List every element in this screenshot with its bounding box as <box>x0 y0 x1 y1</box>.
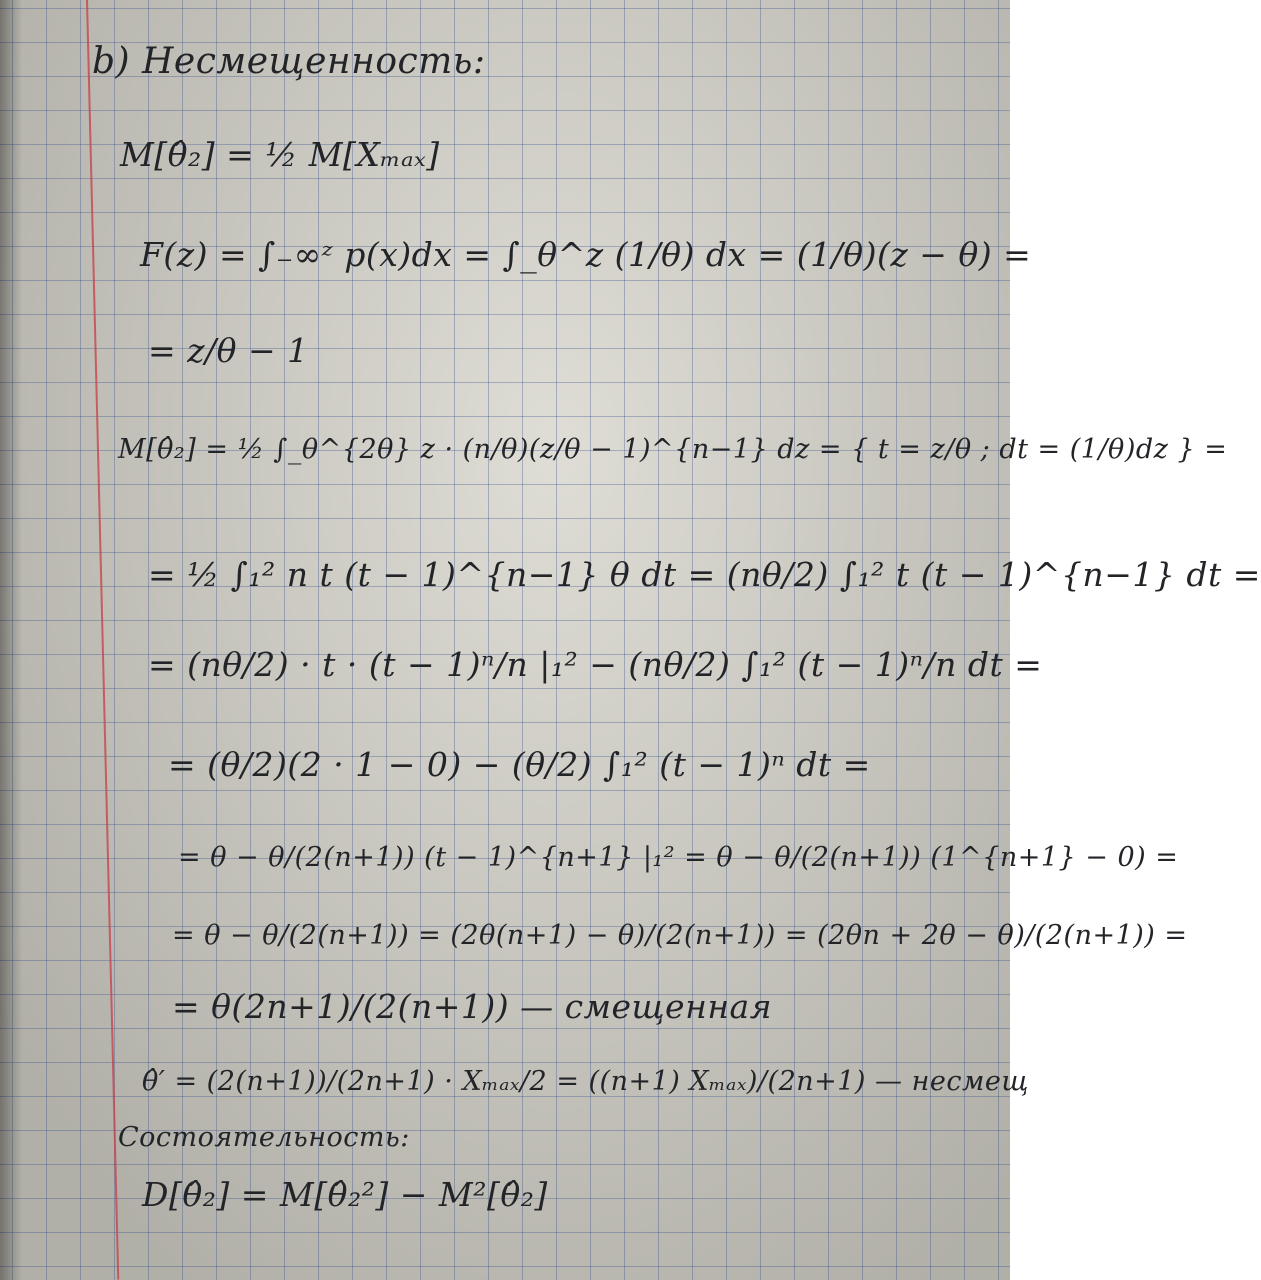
line-1 <box>0 118 1010 194</box>
equation-text: = (θ/2)(2 · 1 − 0) − (θ/2) ∫₁² (t − 1)ⁿ dt = <box>168 745 871 784</box>
equation-text: = ½ ∫₁² n t (t − 1)^{n−1} θ dt = (nθ/2) ∫₁² t (t − 1)^{n−1} dt = <box>148 555 1261 594</box>
equation-text: θ̂′ = (2(n+1))/(2n+1) · Xₘₐₓ/2 = ((n+1) Xₘₐₓ)/(2n+1) — несмещ <box>142 1066 1029 1097</box>
equation-text: M[θ̂₂] = ½ M[Xₘₐₓ] <box>120 135 440 174</box>
equation-text: = (nθ/2) · t · (t − 1)ⁿ/n |₁² − (nθ/2) ∫₁² (t − 1)ⁿ/n dt = <box>148 645 1043 684</box>
line-8 <box>0 822 1179 898</box>
line-2 <box>0 220 1032 296</box>
equation-text: = θ(2n+1)/(2(n+1)) — смещенная <box>172 987 773 1026</box>
line-6 <box>0 630 1043 706</box>
equation-text: D[θ̂₂] = M[θ̂₂²] − M²[θ̂₂] <box>142 1175 548 1214</box>
line-heading <box>0 28 1010 104</box>
equation-text: = θ − θ/(2(n+1)) = (2θ(n+1) − θ)/(2(n+1)) = (2θn + 2θ − θ)/(2(n+1)) = <box>172 920 1188 951</box>
equation-text: = z/θ − 1 <box>148 331 309 370</box>
equation-text: = θ − θ/(2(n+1)) (t − 1)^{n+1} |₁² = θ − θ/(2(n+1)) (1^{n+1} − 0) = <box>178 842 1179 873</box>
equation-text: M[θ̂₂] = ½ ∫_θ^{2θ} z · (n/θ)(z/θ − 1)^{n−1} dz = { t = z/θ ; dt = (1/θ)dz } = <box>118 434 1228 465</box>
line-5 <box>0 540 1261 616</box>
section-label: Состоятельность: <box>118 1122 410 1153</box>
line-10 <box>0 968 1010 1044</box>
heading-text: b) Несмещенность: <box>92 41 486 82</box>
line-13 <box>0 1158 1010 1234</box>
line-9 <box>0 900 1188 976</box>
line-7 <box>0 730 1010 806</box>
line-4 <box>0 418 1228 494</box>
equation-text: F(z) = ∫₋∞ᶻ p(x)dx = ∫_θ^z (1/θ) dx = (1/θ)(z − θ) = <box>140 235 1032 274</box>
line-3 <box>0 316 1010 392</box>
